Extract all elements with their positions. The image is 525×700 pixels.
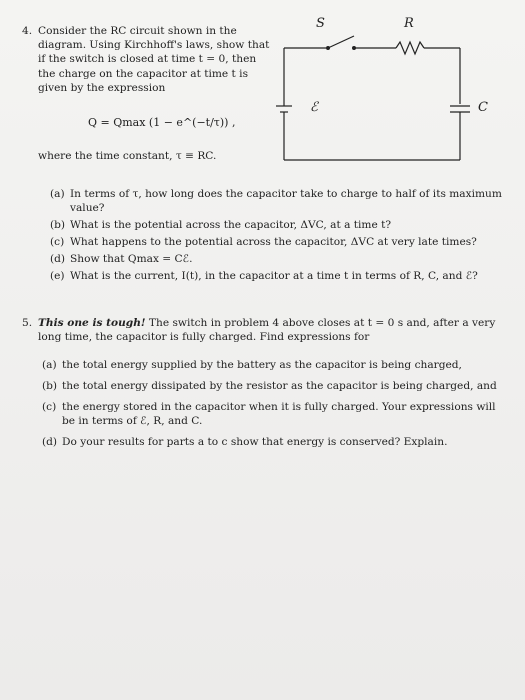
part-label: (d) xyxy=(50,253,66,265)
part-label: (b) xyxy=(50,219,66,231)
part-text: the total energy supplied by the battery as the capacitor is being charged, xyxy=(62,359,462,371)
part-text: the energy stored in the capacitor when it is fully charged. Your expressions will be in terms of ℰ, R, and C. xyxy=(62,401,496,427)
problem-5-part-a xyxy=(42,358,502,372)
problem-4-part-e xyxy=(50,269,510,283)
part-label: (a) xyxy=(42,359,57,371)
part-text: Show that Qmax = Cℰ. xyxy=(70,253,193,265)
problem-4-part-a xyxy=(50,187,510,215)
problem-5-text xyxy=(38,316,502,344)
problem-5-part-c xyxy=(42,400,502,428)
problem-5-lead: This one is tough! xyxy=(38,317,146,329)
part-text: the total energy dissipated by the resistor as the capacitor is being charged, and xyxy=(62,380,497,392)
problem-5-number: 5. xyxy=(22,317,33,329)
part-label: (d) xyxy=(42,436,58,448)
problem-5 xyxy=(22,316,502,344)
part-label: (a) xyxy=(50,188,65,200)
problem-4-part-d xyxy=(50,252,510,266)
part-text: In terms of τ, how long does the capacitor take to charge to half of its maximum value? xyxy=(70,188,502,214)
part-text: What is the current, I(t), in the capacitor at a time t in terms of R, C, and ℰ? xyxy=(70,270,478,282)
circuit-drawing xyxy=(270,10,510,170)
part-text: What is the potential across the capacitor, ΔVC, at a time t? xyxy=(70,219,392,231)
problem-4-parts xyxy=(50,187,510,286)
problem-4-part-c xyxy=(50,235,510,249)
time-constant-definition: where the time constant, τ ≡ RC. xyxy=(38,150,217,162)
problem-4 xyxy=(22,24,272,95)
part-label: (c) xyxy=(42,401,57,413)
problem-5-statement: The switch in problem 4 above closes at t = 0 s and, after a very long time, the capacitor is fully charged. Find expressions for xyxy=(38,317,496,344)
part-text: Do your results for parts a to c show that energy is conserved? Explain. xyxy=(62,436,448,448)
part-label: (b) xyxy=(42,380,58,392)
part-text: What happens to the potential across the capacitor, ΔVC at very late times? xyxy=(70,236,477,248)
problem-4-text: Consider the RC circuit shown in the diagram. Using Kirchhoff's laws, show that if the switch is closed at time t = 0, then the charge on the capacitor at time t is given by the expression xyxy=(38,25,270,94)
charge-equation: Q = Qmax (1 − e^(−t/τ)) , xyxy=(88,116,236,129)
resistor-label: R xyxy=(404,16,414,31)
problem-5-part-d xyxy=(42,435,502,449)
problem-4-part-b xyxy=(50,218,510,232)
problem-5-part-b xyxy=(42,379,502,393)
part-label: (c) xyxy=(50,236,65,248)
rc-circuit-diagram xyxy=(270,10,510,174)
switch-label: S xyxy=(316,16,325,31)
problem-4-number: 4. xyxy=(22,25,33,37)
capacitor-label: C xyxy=(478,100,488,115)
part-label: (e) xyxy=(50,270,65,282)
battery-label: ℰ xyxy=(310,100,318,115)
problem-5-parts xyxy=(42,358,502,456)
